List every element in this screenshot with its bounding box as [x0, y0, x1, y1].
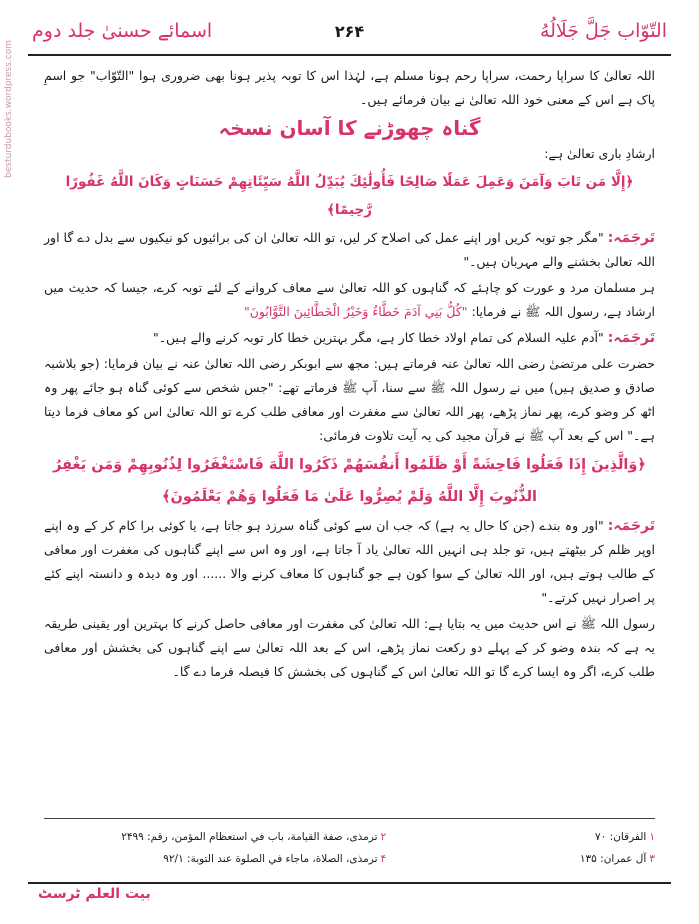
footnote-row: [44, 848, 655, 870]
footnote-divider: [44, 818, 655, 819]
quran-verse-1: ﴿إِلَّا مَن تَابَ وَآمَنَ وَعَمِلَ عَمَلًا صَالِحًا فَأُولَٰئِكَ يُبَدِّلُ اللَّهُ سَيِّئَاتِهِمْ حَسَنَاتٍ وَكَانَ اللَّهُ غَفُورًا رَّحِيمًا﴾: [65, 174, 634, 218]
translation-3: تَرجَمَہ:"اور وہ بندے (جن کا حال یہ ہے) کہ جب ان سے کوئی گناہ سرزد ہو جاتا ہے، یا کوئی برا کام کر کے وہ اپنے اوپر ظلم کر بیٹھتے ہیں، تو جلد ہی انہیں اللہ تعالیٰ یاد آ جاتا ہے، اور وہ اس سے اپنے گناہوں کی مغفرت اور معافی کے طالب ہوتے ہیں، اور اللہ تعالیٰ کے سوا کون ہے جو گناہوں کا معاف کرنے والا ...... اور وہ دیدہ و دانستہ اپنے کئے پر اصرار نہیں کرتے۔": [44, 518, 655, 605]
publisher-logo: بیت العلم ٹرسٹ: [38, 886, 151, 902]
footnote-row: [44, 826, 655, 848]
chapter-title: التّوّاب جَلَّ جَلَالُهُ: [539, 20, 667, 42]
paragraph-hadith-ali: حضرت علی مرتضیٰ رضی اللہ تعالیٰ عنہ فرماتے ہیں: مجھ سے ابوبکر رضی اللہ تعالیٰ عنہ نے بیان فرمایا: (جو بلاشبہ صادق و صدیق ہیں) میں نے رسول اللہ ﷺ سے سنا، آپ ﷺ فرماتے تھے: "جس شخص سے کوئی گناہ ہو جائے پھر وہ اٹھ کر وضو کرے، پھر نماز پڑھے، پھر اللہ تعالیٰ سے مغفرت اور معافی طلب کرے تو اللہ تعالیٰ اس کو معاف فرما دیتا ہے۔" اس کے بعد آپ ﷺ نے قرآن مجید کی یہ آیت تلاوت فرمائی:: [44, 356, 655, 443]
footnote-1: ۱الفرقان: ۷۰: [595, 831, 655, 843]
footnote-3: ۳آل عمران: ۱۳۵: [579, 853, 655, 865]
footnote-2: ۲ترمذی، صفة القيامة، باب في استعظام المؤمن، رقم: ۲۴۹۹: [121, 831, 387, 843]
page-body: [44, 64, 655, 804]
side-watermark: [4, 40, 18, 220]
quran-verse-2-line1: ﴿وَالَّذِينَ إِذَا فَعَلُوا فَاحِشَةً أَوْ ظَلَمُوا أَنفُسَهُمْ ذَكَرُوا اللَّهَ فَاسْتَغْفَرُوا لِذُنُوبِهِمْ وَمَن يَغْفِرُ: [53, 457, 646, 473]
paragraph-repentance: ہر مسلمان مرد و عورت کو چاہئے کہ گناہوں کو اللہ تعالیٰ سے معاف کروانے کے لئے توبہ کرے، جیسا کہ حدیث میں ارشاد ہے، رسول اللہ ﷺ نے فرمایا: "كُلُّ بَنِي آدَمَ خَطَّاءٌ وَخَيْرُ الْخَطَّائِينَ التَّوَّابُونَ": [44, 280, 655, 319]
book-title: اسمائے حسنیٰ جلد دوم: [32, 20, 213, 42]
quran-verse-2-line2: الذُّنُوبَ إِلَّا اللَّهُ وَلَمْ يُصِرُّوا عَلَىٰ مَا فَعَلُوا وَهُمْ يَعْلَمُونَ﴾: [161, 489, 538, 505]
watermark-text: besturdubooks.wordpress.com: [4, 40, 14, 178]
hadith-arabic: "كُلُّ بَنِي آدَمَ خَطَّاءٌ وَخَيْرُ الْخَطَّائِينَ التَّوَّابُونَ": [243, 304, 468, 319]
verse-intro: ارشادِ باری تعالیٰ ہے:: [544, 146, 655, 161]
paragraph-conclusion: رسول اللہ ﷺ نے اس حدیث میں یہ بتایا ہے: اللہ تعالیٰ کی مغفرت اور معافی حاصل کرنے کا بہترین اور یقینی طریقہ یہ ہے کہ بندہ وضو کر کے پہلے دو رکعت نماز پڑھے، اس کے بعد اللہ تعالیٰ سے اپنے گناہوں کی بخشش اور معافی طلب کرے، اگر وہ ایسا کرے گا تو اللہ تعالیٰ اس کے گناہوں کی بخشش کا فیصلہ فرما دے گا۔: [44, 616, 655, 679]
section-heading: گناہ چھوڑنے کا آسان نسخہ: [218, 116, 481, 140]
paragraph-intro: اللہ تعالیٰ کا سراپا رحمت، سراپا رحم ہونا مسلم ہے، لہٰذا اس کا توبہ پذیر ہونا بھی ضروری ہوا "التّوّاب" جو اسمِ پاک ہے اس کے معنی خود اللہ تعالیٰ نے بیان فرمائے ہیں۔: [44, 68, 655, 107]
page-footer: [28, 882, 671, 908]
translation-label: تَرجَمَہ:: [607, 230, 655, 246]
translation-1: تَرجَمَہ:"مگر جو توبہ کریں اور اپنے عمل کی اصلاح کر لیں، تو اللہ تعالیٰ ان کی برائیوں کو نیکیوں سے بدل دے گا اور اللہ تعالیٰ بخشنے والے مہربان ہیں۔": [44, 230, 655, 269]
page-header: [28, 18, 671, 56]
footnote-4: ۴ترمذی، الصلاة، ماجاء في الصلوة عند التوبة: ۹۲/۱: [163, 853, 387, 865]
translation-2: تَرجَمَہ:"آدم علیہ السلام کی تمام اولاد خطا کار ہے، مگر بہترین خطا کار توبہ کرنے والے ہیں۔": [152, 330, 655, 346]
footnotes: [44, 826, 655, 870]
page-number: ۲۶۴: [334, 22, 365, 41]
